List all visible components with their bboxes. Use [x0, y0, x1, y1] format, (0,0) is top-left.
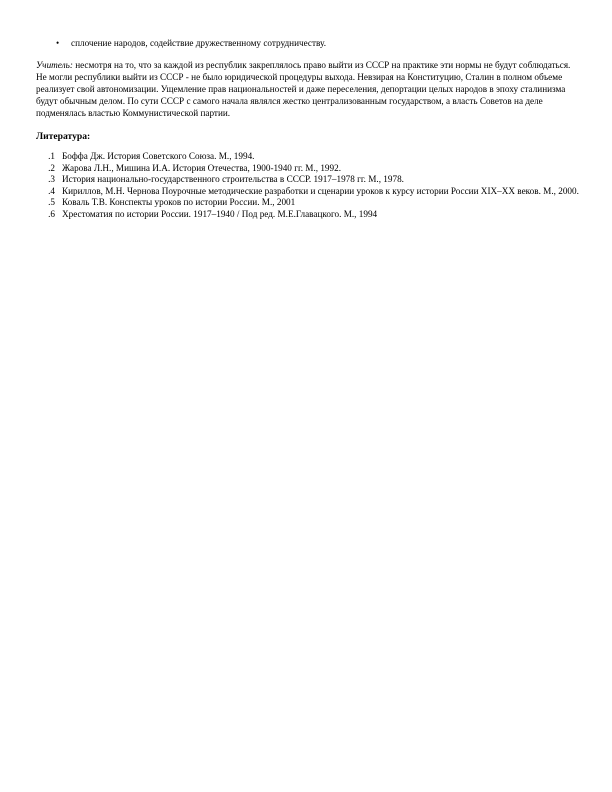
list-item: 2. Жарова Л.Н., Мишина И.А. История Отечества, 1900-1940 гг. М., 1992.: [36, 163, 581, 175]
list-item: 4. Кириллов, М.Н. Чернова Поурочные методические разработки и сценарии уроков к курсу истории России XIX–XX веков. М., 2000.: [36, 186, 581, 198]
list-item: 5. Коваль Т.В. Конспекты уроков по истории России. М., 2001: [36, 197, 581, 209]
literature-list: [36, 151, 581, 221]
item-text: История национально-государственного строительства в СССР. 1917–1978 гг. М., 1978.: [62, 174, 404, 185]
list-item: [56, 37, 576, 49]
speaker-label: Учитель:: [36, 60, 73, 70]
teacher-paragraph: [36, 59, 581, 119]
bullet-list: [56, 37, 576, 49]
list-item: 6. Хрестоматия по истории России. 1917–1940 / Под ред. М.Е.Главацкого. М., 1994: [36, 209, 581, 221]
item-text: Хрестоматия по истории России. 1917–1940 / Под ред. М.Е.Главацкого. М., 1994: [62, 208, 378, 219]
item-text: Жарова Л.Н., Мишина И.А. История Отечества, 1900-1940 гг. М., 1992.: [62, 162, 342, 173]
item-text: Коваль Т.В. Конспекты уроков по истории России. М., 2001: [62, 197, 296, 208]
literature-heading: Литература:: [36, 131, 91, 142]
list-item: 1. Боффа Дж. История Советского Союза. М., 1994.: [36, 151, 581, 163]
bullet-icon: •: [56, 38, 60, 48]
item-text: Кириллов, М.Н. Чернова Поурочные методические разработки и сценарии уроков к курсу истории России XIX–XX веков. М., 2000.: [62, 185, 579, 196]
paragraph-text: несмотря на то, что за каждой из республик закреплялось право выйти из СССР на практике эти нормы не будут соблюдаться. Не могли республики выйти из СССР - не было юридической процедуры выхода. Невзирая на Конституцию, Сталин в полном объеме реализует свой автономизации. Ущемление прав национальностей и даже переселения, депортации целых народов в эпоху сталинизма будут обычным делом. По сути СССР с самого начала являлся жестко централизованным государством, а власть Советов на деле подменялась властью Коммунистической партии.: [36, 60, 571, 119]
bullet-text: сплочение народов, содействие дружественному сотрудничеству.: [71, 38, 327, 48]
list-item: 3. История национально-государственного строительства в СССР. 1917–1978 гг. М., 1978.: [36, 174, 581, 186]
item-text: Боффа Дж. История Советского Союза. М., 1994.: [62, 151, 255, 161]
